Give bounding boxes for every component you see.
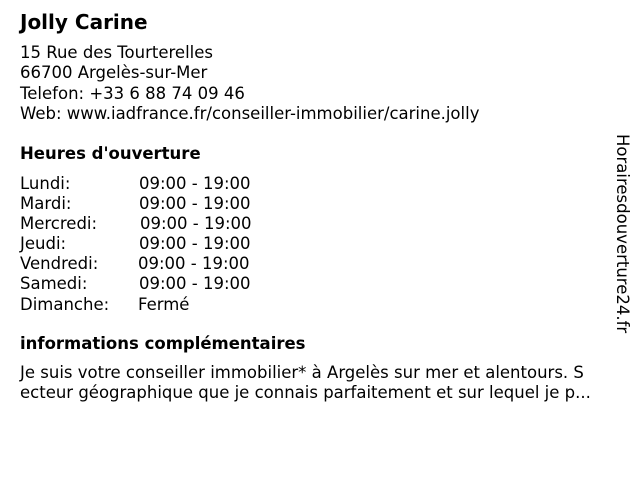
additional-info-text — [20, 363, 625, 403]
phone-number: Telefon: +33 6 88 74 09 46 — [20, 83, 245, 103]
info-line: Je suis votre conseiller immobilier* à Argelès sur mer et alentours. S — [20, 363, 584, 382]
hours-day: Mercredi: — [20, 214, 98, 234]
hours-time: 09:00 - 19:00 — [139, 194, 251, 214]
hours-time: 09:00 - 19:00 — [139, 234, 251, 254]
hours-time: 09:00 - 19:00 — [138, 254, 250, 274]
hours-day: Vendredi: — [20, 254, 99, 274]
contact-block — [20, 43, 479, 124]
address-city: 66700 Argelès-sur-Mer — [20, 63, 208, 83]
hours-day: Samedi: — [20, 274, 88, 294]
hours-day: Dimanche: — [20, 294, 110, 314]
additional-info-heading: informations complémentaires — [20, 334, 306, 353]
watermark-text: Horairesdouverture24.fr — [613, 134, 632, 334]
info-line: ecteur géographique que je connais parfaitement et sur lequel je p... — [20, 383, 591, 403]
hours-time: 09:00 - 19:00 — [139, 274, 251, 294]
website-url: Web: www.iadfrance.fr/conseiller-immobilier/carine.jolly — [20, 103, 480, 123]
hours-time: Fermé — [138, 294, 190, 314]
business-name: Jolly Carine — [20, 10, 148, 34]
hours-time: 09:00 - 19:00 — [139, 174, 251, 193]
address-street: 15 Rue des Tourterelles — [20, 43, 214, 62]
site-watermark — [612, 134, 632, 344]
hours-day: Jeudi: — [20, 234, 67, 254]
hours-day: Lundi: — [20, 174, 71, 193]
hours-time: 09:00 - 19:00 — [140, 214, 252, 234]
hours-day: Mardi: — [20, 194, 72, 214]
opening-hours-heading: Heures d'ouverture — [20, 144, 201, 163]
